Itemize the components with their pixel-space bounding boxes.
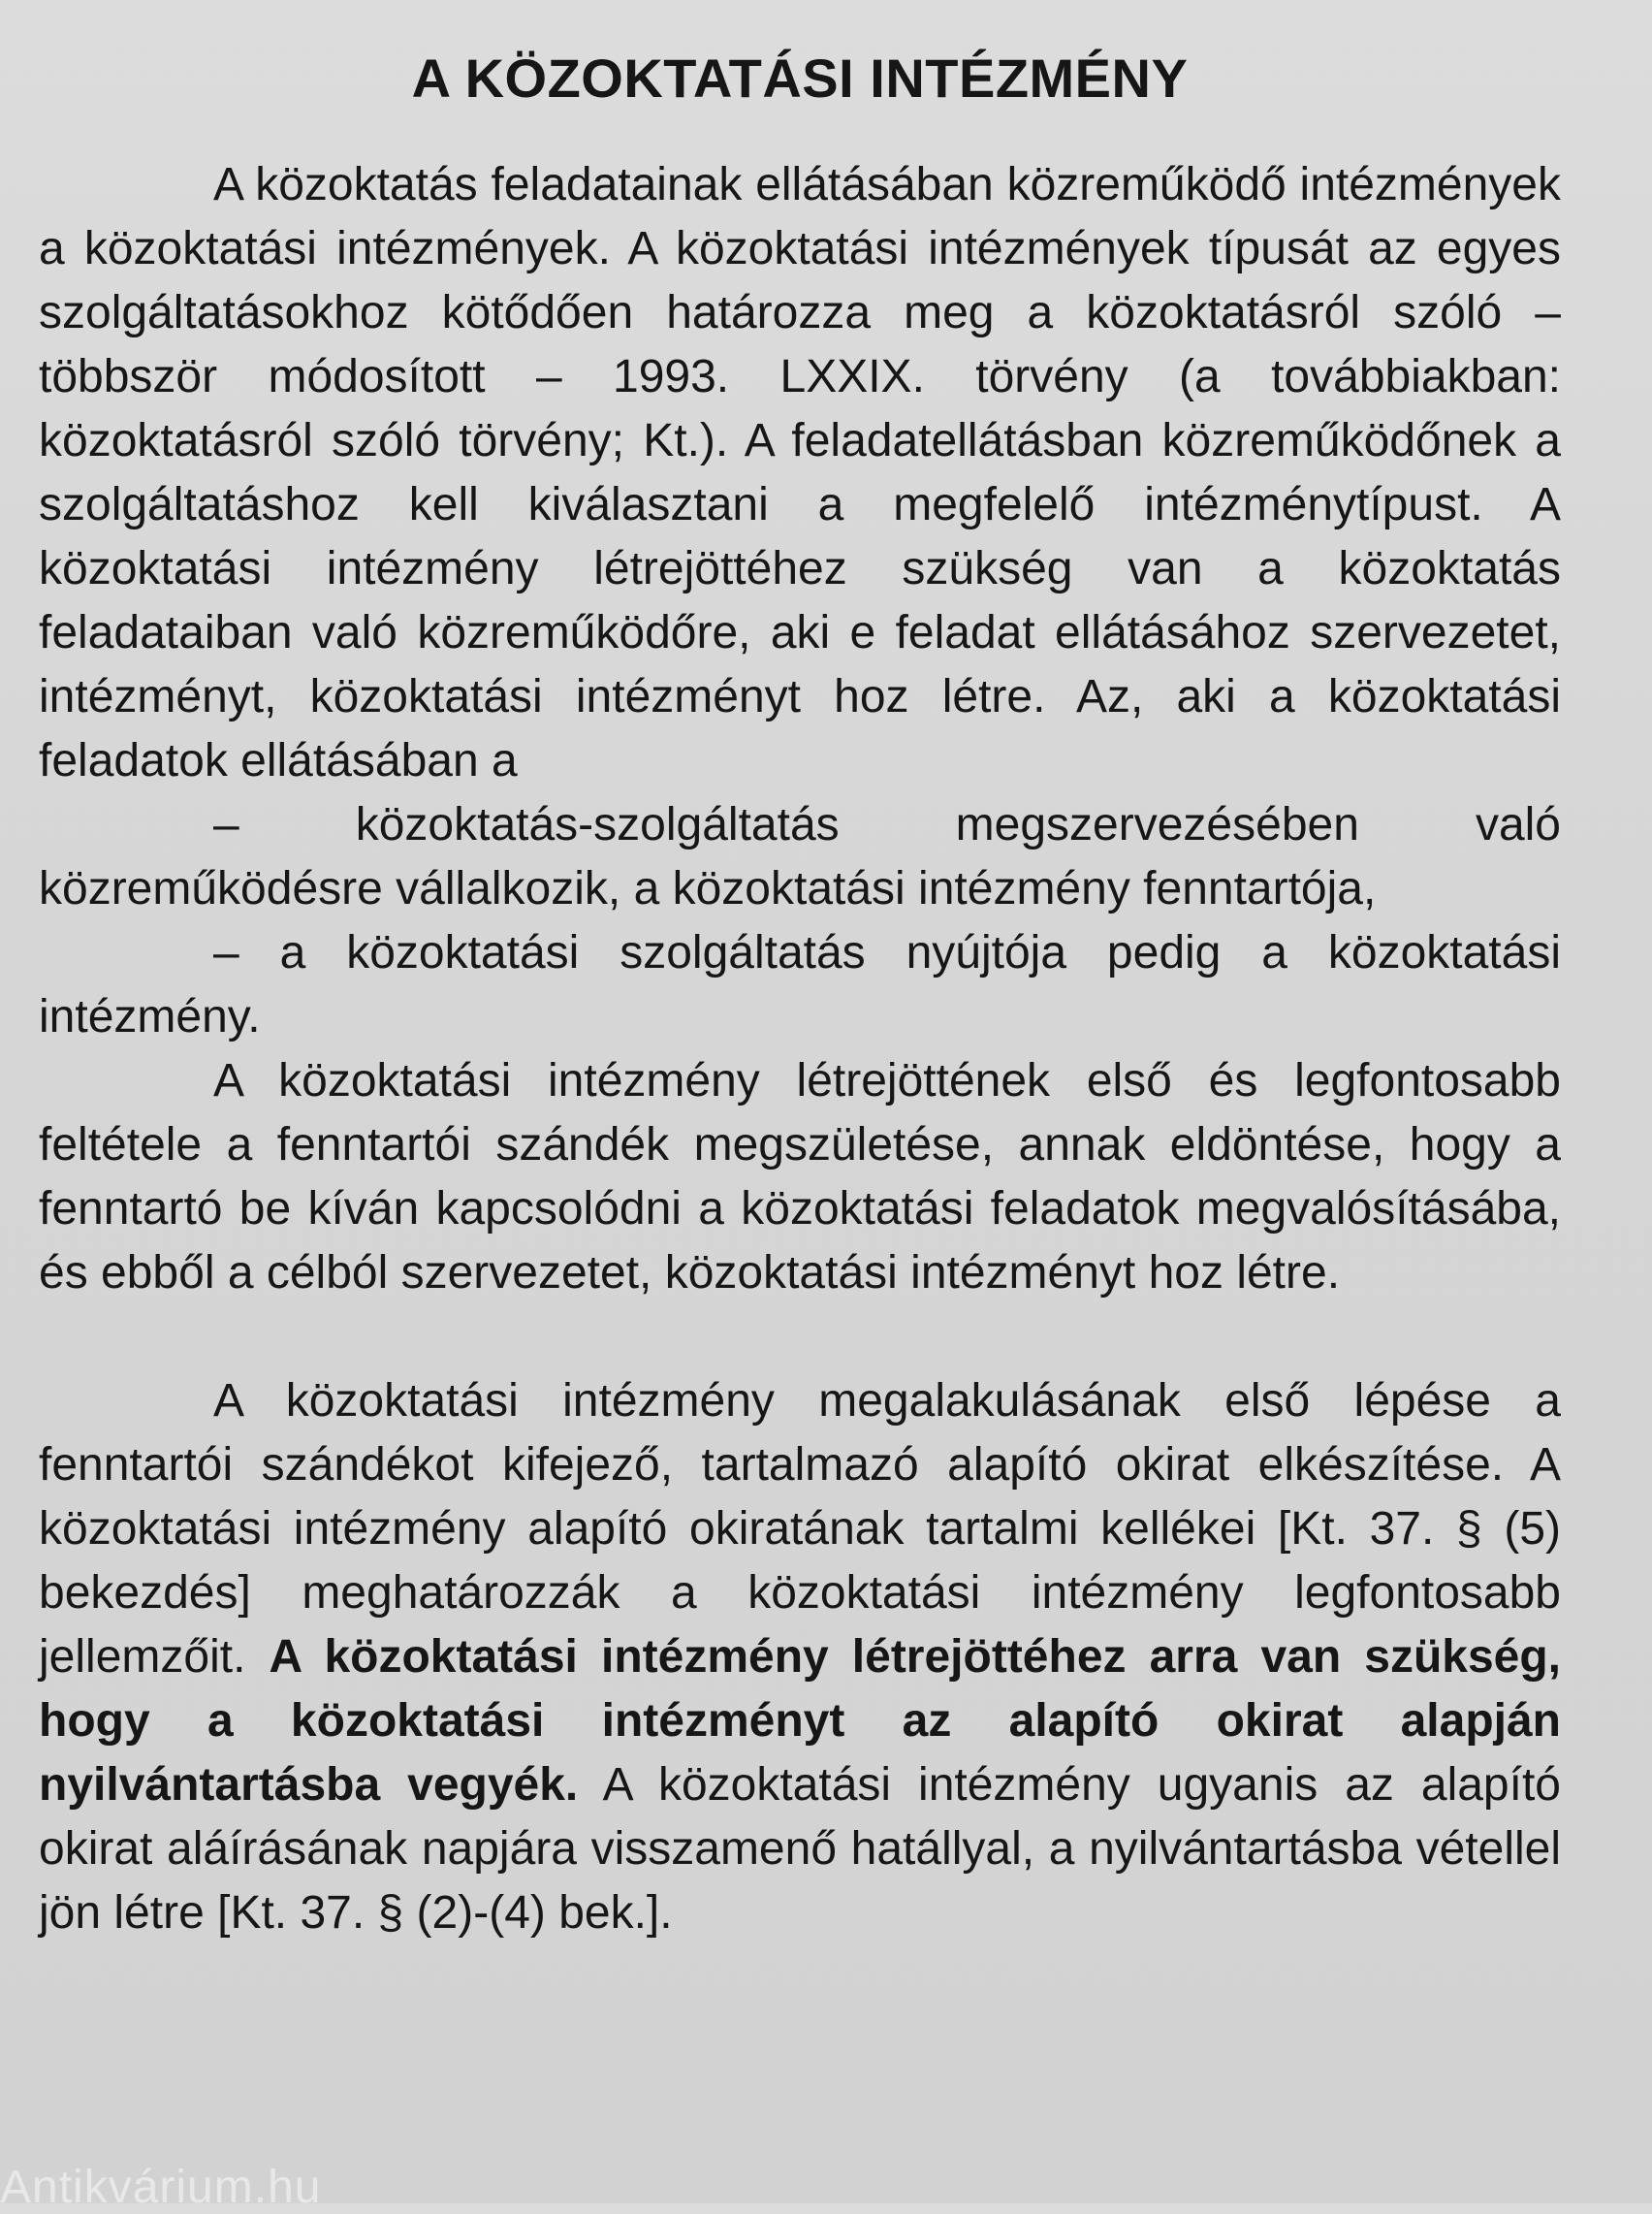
page-title: A KÖZOKTATÁSI INTÉZMÉNY bbox=[411, 48, 1189, 109]
paragraph-founding-bold: A közoktatási intézmény létrejöttéhez arra van szükség, hogy a közoktatási intézményt az alapító okirat alapján nyilvántartásba vegyék. bbox=[39, 1630, 1562, 1811]
paragraph-intro: A közoktatás feladatainak ellátásában közreműködő intézmények a közoktatási intézmények. A közoktatási intézmények típusát az egyes szolgáltatásokhoz kötődően határozza meg a közoktatásról szóló – többször módosított – 1993. LXXIX. törvény (a továbbiakban: közoktatásról szóló törvény; Kt.). A feladatellátásban közreműködőnek a szolgáltatáshoz kell kiválasztani a megfelelő intézménytípust. A közoktatási intézmény létrejöttéhez szükség van a közoktatás feladataiban való közreműködőre, aki e feladat ellátásához szervezetet, intézményt, közoktatási intézményt hoz létre. Az, aki a közoktatási feladatok ellátásában a bbox=[39, 158, 1561, 786]
paragraph-list-item-2: – a közoktatási szolgáltatás nyújtója pedig a közoktatási intézmény. bbox=[39, 926, 1561, 1043]
paragraph-condition: A közoktatási intézmény létrejöttének első és legfontosabb feltétele a fenntartói szándék megszületése, annak eldöntése, hogy a fenntartó be kíván kapcsolódni a közoktatási feladatok megvalósításába, és ebből a célból szervezetet, közoktatási intézményt hoz létre. bbox=[39, 1054, 1561, 1299]
paragraph-list-item-1: – közoktatás-szolgáltatás megszervezésében való közreműködésre vállalkozik, a közoktatási intézmény fenntartója, bbox=[39, 798, 1561, 914]
paragraph-founding-end: A közoktatási intézmény ugyanis az alapító okirat aláírásának napjára visszamenő hatállyal, a nyilvántartásba vétellel jön létre [Kt. 37. § (2)-(4) bek.]. bbox=[39, 1758, 1561, 1939]
paragraph-founding-start: A közoktatási intézmény megalakulásának első lépése a fenntartói szándékot kifejező, tartalmazó alapító okirat elkészítése. A közoktatási intézmény alapító okiratának tartalmi kellékei [Kt. 37. § (5) bekezdés] meghatározzák a közoktatási intézmény legfontosabb jellemzőit. bbox=[39, 1374, 1561, 1683]
paragraph-founding bbox=[39, 1369, 1561, 1945]
watermark: Antikvárium.hu bbox=[0, 2162, 322, 2213]
document-page bbox=[39, 29, 1561, 1945]
